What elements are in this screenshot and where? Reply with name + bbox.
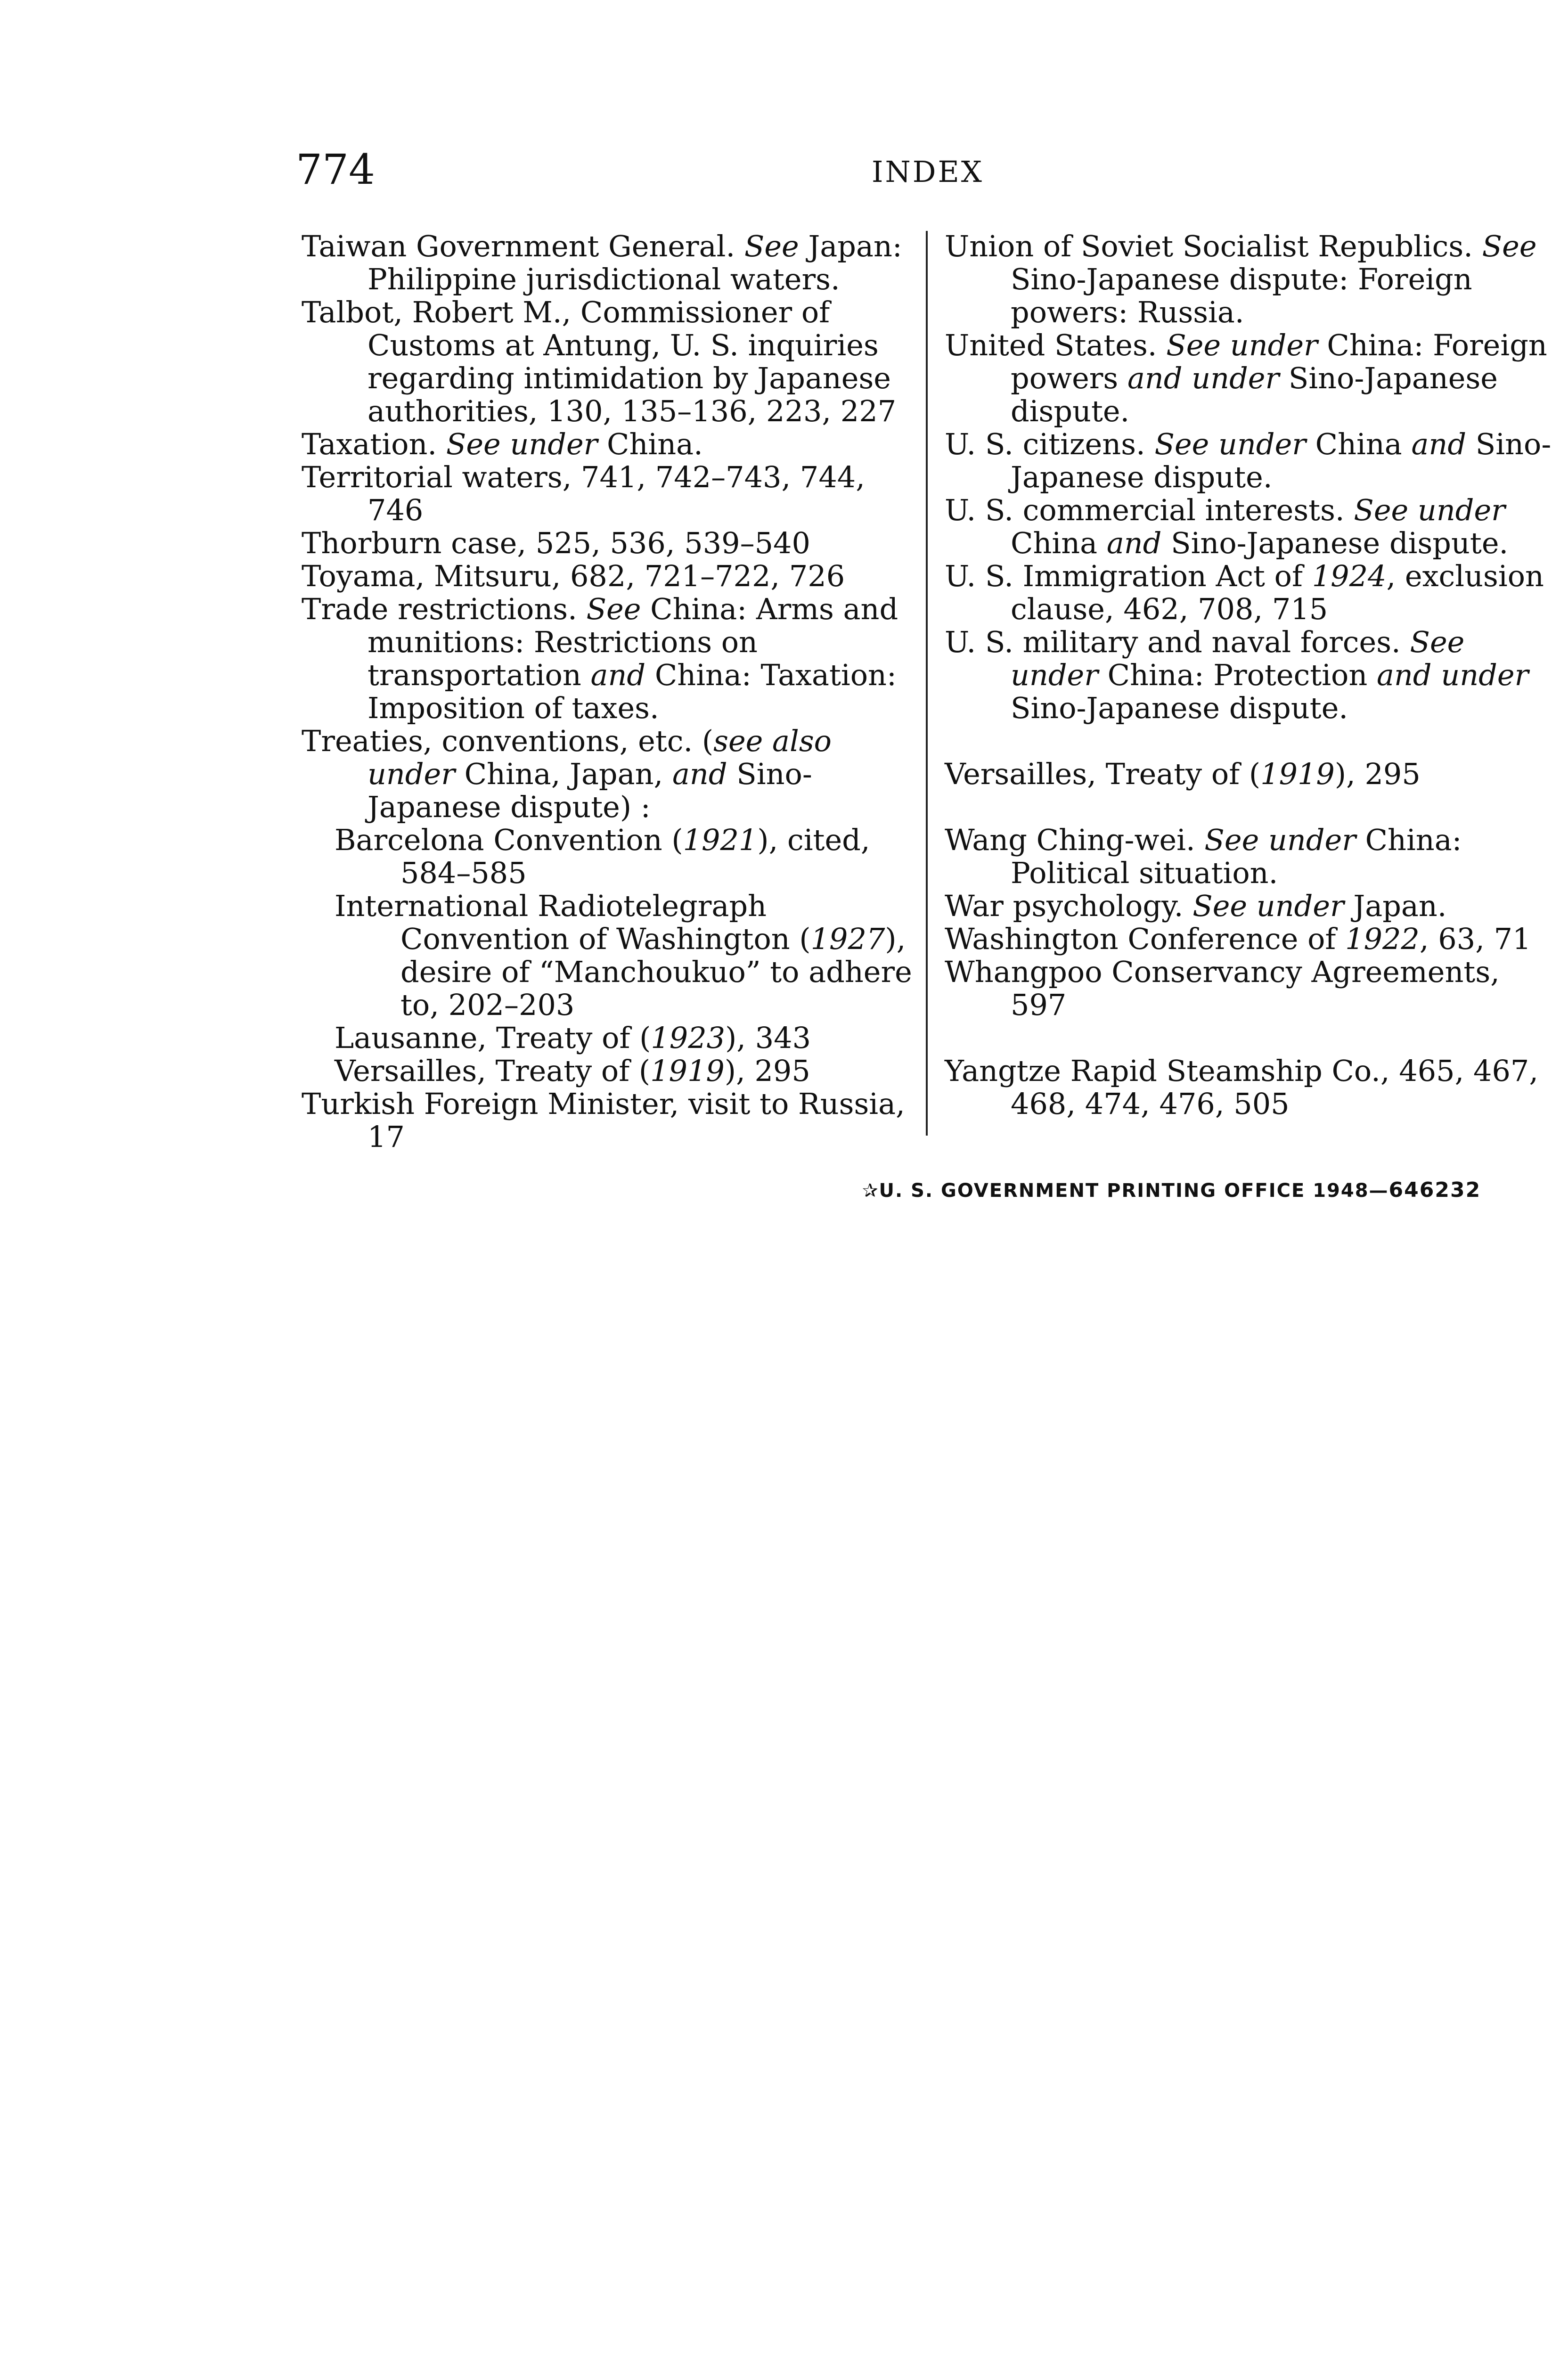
index-entry-washington: Washington Conference of 1922, 63, 71 [945, 922, 1531, 956]
running-head: INDEX [872, 155, 984, 189]
index-entry-us-military: U. S. military and naval forces. See under China: Protection and under Sino-Japanese dispute. [945, 625, 1529, 725]
index-entry-us-immigration: U. S. Immigration Act of 1924, exclusion clause, 462, 708, 715 [945, 559, 1544, 626]
index-entry-taxation: Taxation. See under China. [302, 427, 703, 461]
imprint-text: ✰U. S. GOVERNMENT PRINTING OFFICE 1948— [862, 1180, 1389, 1202]
index-entry-whangpoo: Whangpoo Conservancy Agreements, 597 [945, 955, 1500, 1022]
index-entry-us-commercial: U. S. commercial interests. See under China and Sino-Japanese dispute. [945, 493, 1509, 560]
index-subentry-versailles: Versailles, Treaty of (1919), 295 [335, 1054, 810, 1088]
index-entry-wang: Wang Ching-wei. See under China: Political situation. [945, 823, 1462, 890]
index-entry-us-citizens: U. S. citizens. See under China and Sino-Japanese dispute. [945, 427, 1552, 494]
index-entry-united-states: United States. See under China: Foreign powers and under Sino-Japanese dispute. [945, 328, 1547, 428]
index-entry-war-psychology: War psychology. See under Japan. [945, 889, 1447, 923]
index-entry-territorial-waters: Territorial waters, 741, 742–743, 744, 746 [302, 460, 865, 527]
right-column [945, 230, 1557, 1121]
index-entry-thorburn: Thorburn case, 525, 536, 539–540 [302, 526, 810, 560]
page-number: 774 [296, 145, 375, 194]
printer-imprint [862, 1178, 1481, 1202]
index-entry-treaties: Treaties, conventions, etc. (see also under China, Japan, and Sino-Japanese dispute) : [302, 724, 832, 824]
index-subentry-radiotelegraph: International Radiotelegraph Convention of Washington (1927), desire of “Manchoukuo” to adhere to, 202–203 [335, 889, 912, 1022]
imprint-number: 646232 [1388, 1178, 1481, 1202]
left-column [302, 230, 914, 1153]
index-entry-trade-restrictions: Trade restrictions. See China: Arms and munitions: Restrictions on transportation and China: Taxation: Imposition of taxes. [302, 592, 898, 725]
index-entry-turkish: Turkish Foreign Minister, visit to Russia, 17 [302, 1087, 905, 1154]
index-entry-talbot: Talbot, Robert M., Commissioner of Customs at Antung, U. S. inquiries regarding intimidation by Japanese authorities, 130, 135–136, 223, 227 [302, 295, 897, 428]
index-entry-taiwan: Taiwan Government General. See Japan: Philippine jurisdictional waters. [302, 229, 902, 296]
index-subentry-lausanne: Lausanne, Treaty of (1923), 343 [335, 1021, 811, 1055]
index-subentry-barcelona: Barcelona Convention (1921), cited, 584–585 [335, 823, 870, 890]
index-entry-versailles: Versailles, Treaty of (1919), 295 [945, 757, 1421, 791]
index-entry-toyama: Toyama, Mitsuru, 682, 721–722, 726 [302, 559, 845, 593]
index-entry-yangtze: Yangtze Rapid Steamship Co., 465, 467, 468, 474, 476, 505 [945, 1054, 1539, 1121]
index-entry-ussr: Union of Soviet Socialist Republics. See Sino-Japanese dispute: Foreign powers: Russia. [945, 229, 1537, 329]
column-divider [926, 231, 928, 1136]
